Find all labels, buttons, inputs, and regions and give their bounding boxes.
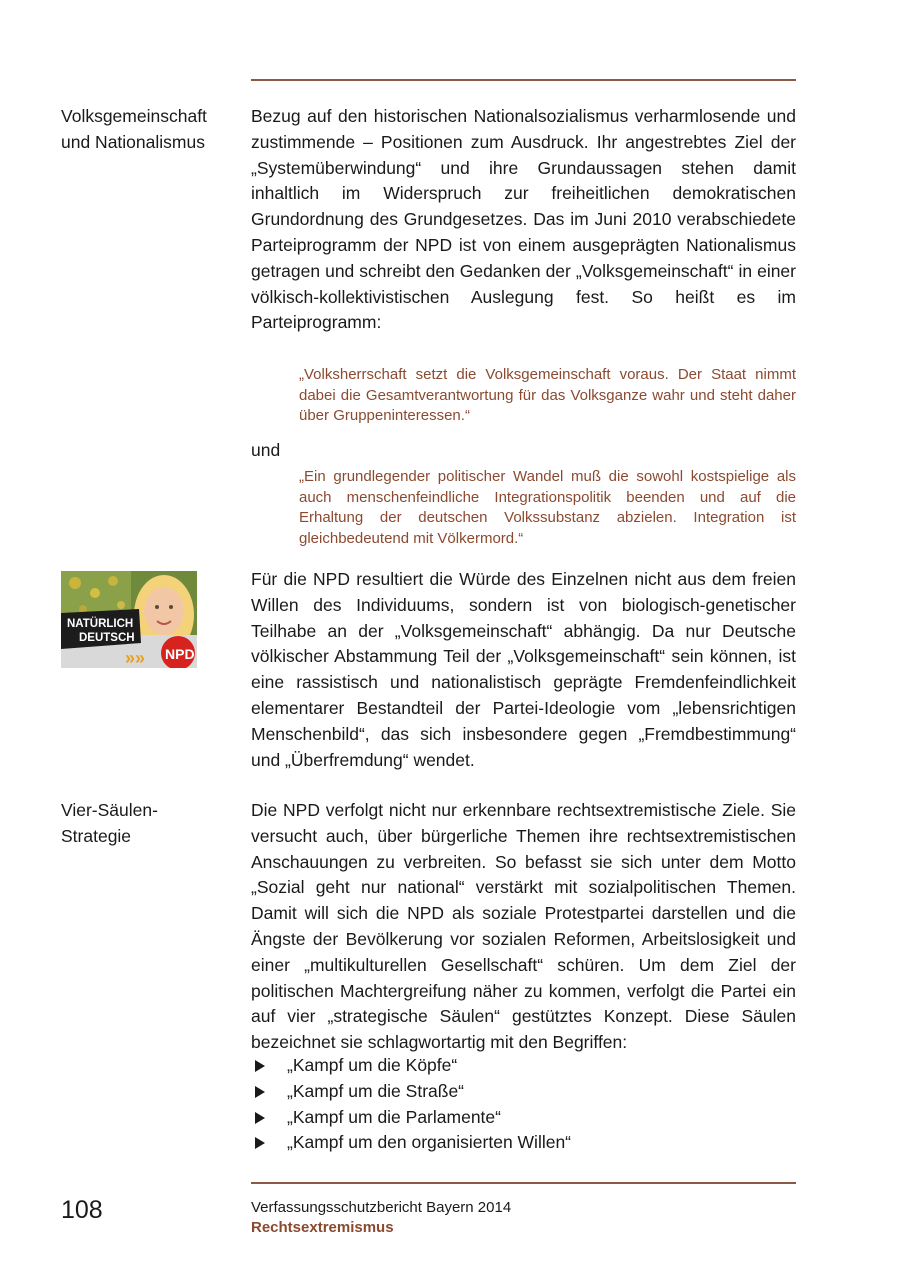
side-label-vier-saeulen bbox=[61, 798, 241, 849]
bullet-triangle-icon bbox=[255, 1137, 265, 1149]
paragraph-nationalismus: Bezug auf den historischen Nationalsozialismus verharmlosende und zustimmende – Positionen zum Ausdruck. Ihr angestrebtes Ziel der „Systemüberwindung“ und ihre Grundaussagen stehen damit inhaltlich im Widerspruch zur freiheitlichen demokratischen Grundordnung des Grundgesetzes. Das im Juni 2010 verabschiedete Parteiprogramm der NPD ist von einem ausgeprägten Nationalismus getragen und schreibt den Gedanken der „Volksgemeinschaft“ in einer völkisch-kollektivistischen Auslegung fest. So heißt es im Parteiprogramm: bbox=[251, 106, 796, 333]
chevron-icon: »» bbox=[125, 648, 146, 668]
page-number: 108 bbox=[61, 1196, 103, 1224]
conjunction-und: und bbox=[251, 440, 281, 460]
npd-poster-image bbox=[61, 571, 197, 668]
list-item bbox=[251, 1053, 571, 1079]
side-label-line: und Nationalismus bbox=[61, 131, 205, 152]
list-item bbox=[251, 1105, 571, 1131]
bullet-triangle-icon bbox=[255, 1060, 265, 1072]
poster-slogan-line1: NATÜRLICH bbox=[67, 618, 134, 630]
npd-logo: NPD bbox=[165, 646, 195, 662]
bullet-triangle-icon bbox=[255, 1112, 265, 1124]
list-item bbox=[251, 1130, 571, 1156]
side-label-line: Vier-Säulen- bbox=[61, 800, 158, 820]
quote-volksherrschaft: „Volksherrschaft setzt die Volksgemeinschaft voraus. Der Staat nimmt dabei die Gesamtverantwortung für das Volksganze wahr und steht daher über Gruppeninteressen.“ bbox=[299, 366, 796, 424]
paragraph-strategie: Die NPD verfolgt nicht nur erkennbare rechtsextremistische Ziele. Sie versucht auch, über bürgerliche Themen ihre rechtsextremistischen Anschauungen zu verbreiten. So befasst sie sich unter dem Motto „Sozial geht nur national“ verstärkt mit sozialpolitischen Themen. Damit will sich die NPD als soziale Protestpartei darstellen und die Ängste der Bevölkerung vor sozialen Reformen, Arbeitslosigkeit und einer „multikulturellen Gesellschaft“ schüren. Um dem Ziel der politischen Machtergreifung näher zu kommen, verfolgt die Partei ein auf vier „strategische Säulen“ gestütztes Konzept. Diese Säulen bezeichnet sie schlagwortartig mit den Begriffen: bbox=[251, 800, 796, 1053]
paragraph-wuerde: Für die NPD resultiert die Würde des Einzelnen nicht aus dem freien Willen des Individuums, sondern ist von biologisch-genetischer Teilhabe an der „Volksgemeinschaft“ abhängig. Da nur Deutsche völkischer Abstammung Teil der „Volksgemeinschaft“ sein können, ist eine rassistisch und nationalistisch geprägte Fremdenfeindlichkeit elementarer Bestandteil der Partei-Ideologie vom „lebensrichtigen Menschenbild“, das sich insbesondere gegen „Fremdbestimmung“ und „Überfremdung“ wendet. bbox=[251, 569, 796, 770]
footer-publication: Verfassungsschutzbericht Bayern 2014 bbox=[251, 1199, 512, 1216]
side-label-line: Volksgemeinschaft bbox=[61, 106, 207, 126]
side-label-line: Strategie bbox=[61, 825, 132, 846]
side-label-volksgemeinschaft bbox=[61, 104, 241, 155]
list-item-text: „Kampf um die Straße“ bbox=[287, 1080, 464, 1101]
footer-chapter: Rechtsextremismus bbox=[251, 1219, 394, 1236]
poster-slogan-line2: DEUTSCH bbox=[79, 632, 135, 644]
footer bbox=[251, 1198, 511, 1238]
list-item-text: „Kampf um den organisierten Willen“ bbox=[287, 1132, 572, 1153]
footer-rule bbox=[251, 1182, 796, 1184]
bullet-triangle-icon bbox=[255, 1086, 265, 1098]
saeulen-list bbox=[251, 1053, 571, 1156]
quote-integration: „Ein grundlegender politischer Wandel muß die sowohl kostspielige als auch menschenfeindliche Integrationspolitik beenden und auf die Erhaltung der deutschen Volkssubstanz abzielen. Integration ist gleichbedeutend mit Völkermord.“ bbox=[299, 468, 796, 547]
list-item bbox=[251, 1079, 571, 1105]
list-item-text: „Kampf um die Parlamente“ bbox=[287, 1106, 501, 1127]
header-rule bbox=[251, 79, 796, 81]
list-item-text: „Kampf um die Köpfe“ bbox=[287, 1055, 458, 1075]
